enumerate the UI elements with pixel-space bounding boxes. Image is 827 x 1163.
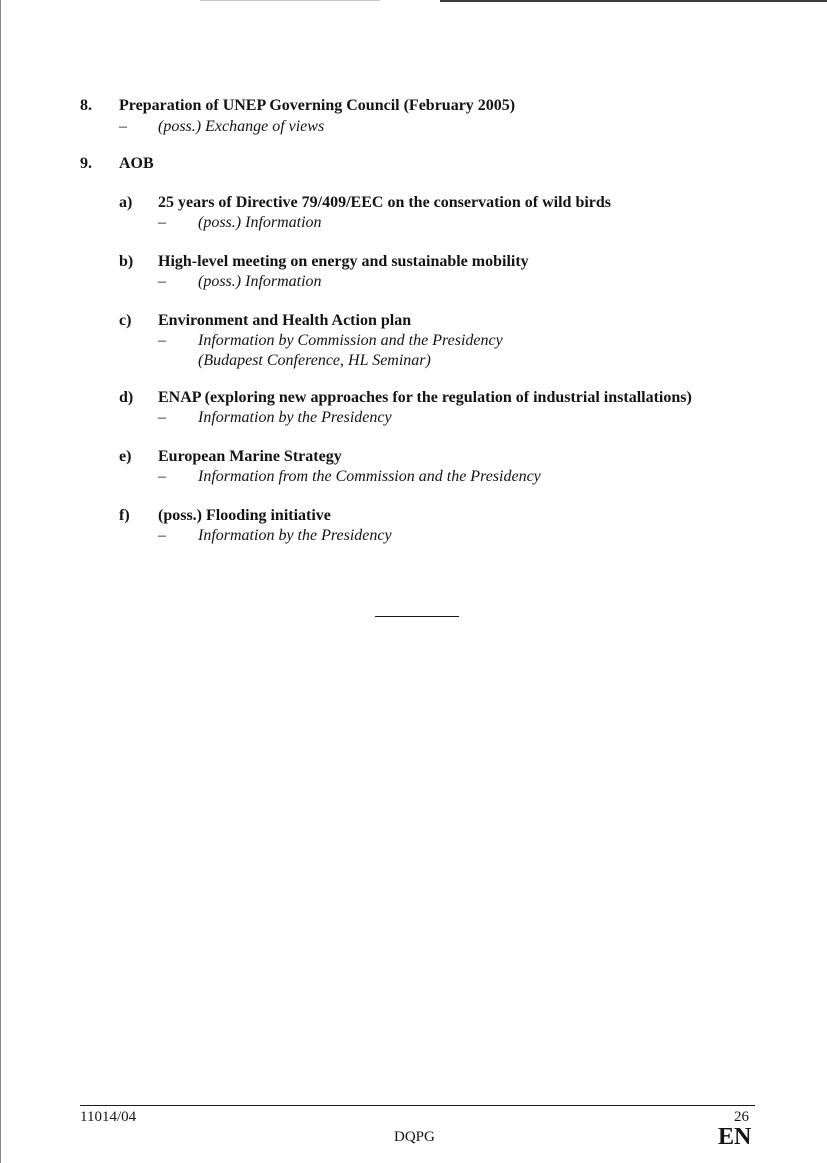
subitem-e-title: European Marine Strategy [158,448,342,465]
subitem-e-letter: e) [119,448,132,465]
item-8-title: Preparation of UNEP Governing Council (February 2005) [119,97,516,114]
subitem-d-letter: d) [119,389,134,406]
subitem-b-dash: – [158,273,166,290]
subitem-f-title: (poss.) Flooding initiative [158,507,331,524]
footer-doc-number: 11014/04 [80,1109,137,1125]
subitem-c-letter: c) [119,312,132,329]
item-9-title: AOB [119,155,154,172]
footer-divider [80,1105,755,1106]
subitem-e-note: Information from the Commission and the Presidency [198,468,541,485]
subitem-d-dash: – [158,409,166,426]
footer-language: EN [718,1124,752,1150]
footer-page-number: 26 [734,1109,749,1125]
scan-edge [0,0,1,1163]
item-8-dash: – [119,118,127,135]
subitem-c-note-2: (Budapest Conference, HL Seminar) [198,352,431,369]
subitem-d-title: ENAP (exploring new approaches for the regulation of industrial installations) [158,389,692,406]
subitem-c-title: Environment and Health Action plan [158,312,412,329]
scan-top-line [440,0,827,2]
end-divider [375,616,459,617]
subitem-b-letter: b) [119,253,134,270]
item-8-note: (poss.) Exchange of views [158,118,325,135]
subitem-a-note: (poss.) Information [198,214,322,231]
subitem-c-note-1: Information by Commission and the Presidency [198,332,503,349]
item-9-number: 9. [80,155,92,172]
subitem-f-letter: f) [119,507,130,524]
subitem-b-title: High-level meeting on energy and sustainable mobility [158,253,529,270]
subitem-f-dash: – [158,527,166,544]
scan-top-line-faint [200,0,380,1]
subitem-c-dash: – [158,332,166,349]
subitem-a-title: 25 years of Directive 79/409/EEC on the conservation of wild birds [158,194,612,211]
subitem-d-note: Information by the Presidency [198,409,392,426]
subitem-a-letter: a) [119,194,133,211]
subitem-b-note: (poss.) Information [198,273,322,290]
footer-department: DQPG [394,1129,435,1145]
subitem-f-note: Information by the Presidency [198,527,392,544]
subitem-e-dash: – [158,468,166,485]
subitem-a-dash: – [158,214,166,231]
item-8-number: 8. [80,97,92,114]
